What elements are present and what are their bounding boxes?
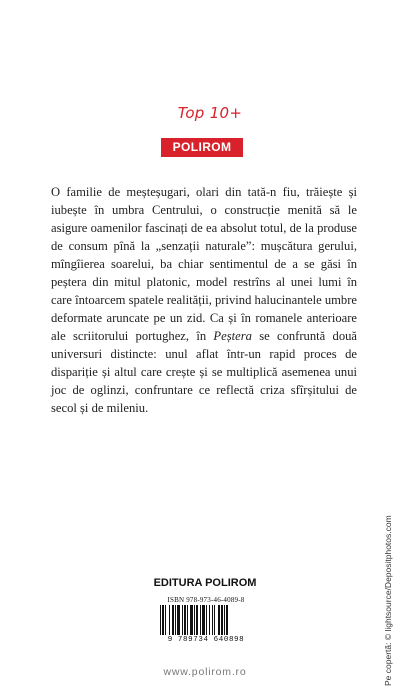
barcode-icon xyxy=(160,605,252,635)
isbn-number: ISBN 978-973-46-4089-8 xyxy=(167,596,245,604)
publisher-name: EDITURA POLIROM xyxy=(153,577,257,589)
series-logo: Top 10+ xyxy=(177,104,243,122)
blurb-title-italic: Peștera xyxy=(213,329,252,343)
blurb-text-part1: O familie de meșteșugari, olari din tată-n fiu, trăiește și iubește în umbra Centrului, o construcție menită să le asigure oamenilor fascinați de ea absolut totul, de la produse de consum pînă la „senzații naturale”: mușcătura gerului, mîngîierea soarelui, ba chiar sentimentul de a se găsi în peștera din mitul platonic, model restrîns al unei lumi în care întoarcem spatele realității, privind halucinantele umbre deformate aruncate pe un zid. Ca și în romanele anterioare ale scriitorului portughez, în xyxy=(51,185,357,343)
cover-photo-credit: Pe copertă: © lightsource/Depositphotos.com xyxy=(383,515,393,686)
book-blurb xyxy=(51,183,357,417)
publisher-badge: POLIROM xyxy=(161,138,243,157)
isbn-barcode xyxy=(158,596,254,648)
publisher-website: www.polirom.ro xyxy=(163,666,247,678)
blurb-text-part2: se confruntă două universuri distincte: unul aflat într-un rapid proces de dispariție și altul care crește și se multiplică asemenea unui joc de oglinzi, confruntare ce reflectă criza sfîrșitului de secol și de mileniu. xyxy=(51,329,358,415)
barcode-digits: 9 789734 640898 xyxy=(167,636,245,644)
